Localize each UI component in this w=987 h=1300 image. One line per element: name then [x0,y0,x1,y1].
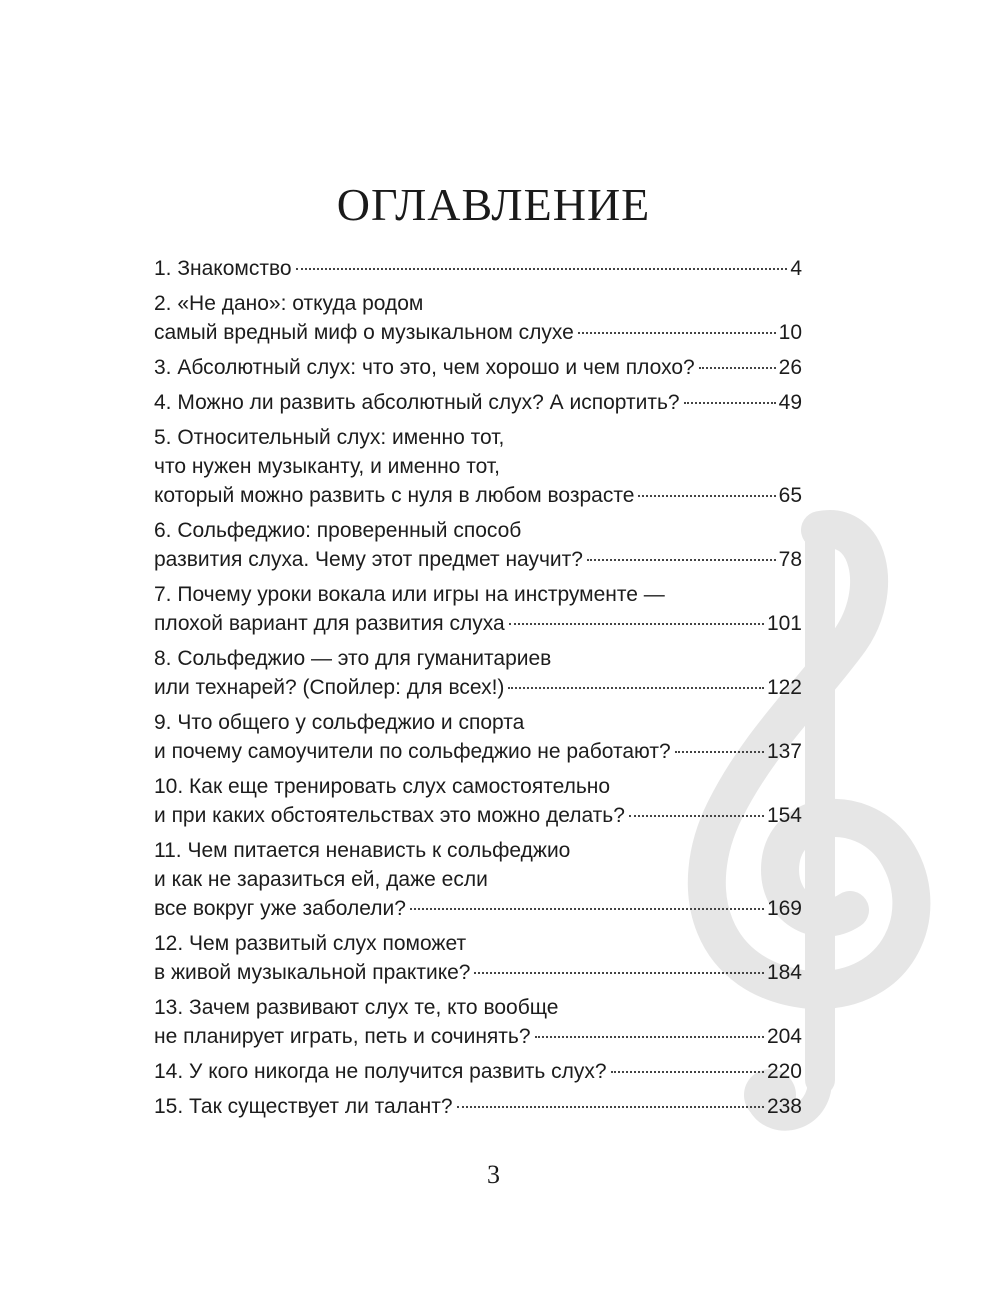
toc-entry-page-number: 122 [766,676,802,699]
dot-leader [675,751,764,753]
toc-entry-last-line [154,318,802,347]
toc-entry-title-line: не планирует играть, петь и сочинять? [154,1025,531,1048]
toc-entry-page-number: 238 [766,1095,802,1118]
toc-entry-title-line: 2. «Не дано»: откуда родом [154,292,424,315]
toc-entry-title-line: 15. Так существует ли талант? [154,1095,453,1118]
toc-entry-last-line [154,894,802,923]
toc-entry-last-line [154,801,802,830]
toc-entry-last-line [154,388,802,417]
toc-entry-title-line: или технарей? (Спойлер: для всех!) [154,676,505,699]
toc-entry[interactable] [154,836,802,923]
toc-entry-page-number: 65 [778,484,802,507]
toc-entry-last-line [154,1057,802,1086]
toc-entry[interactable] [154,353,802,382]
dot-leader [611,1071,764,1073]
toc-entry-last-line [154,673,802,702]
dot-leader [638,495,775,497]
toc-entry[interactable] [154,516,802,574]
toc-entry-last-line [154,353,802,382]
toc-entry-page-number: 26 [778,356,802,379]
toc-entry-title-line: 13. Зачем развивают слух те, кто вообще [154,996,559,1019]
toc-entry-title-line: развития слуха. Чему этот предмет научит? [154,548,583,571]
toc-entry[interactable] [154,929,802,987]
toc-entry-title-line: 10. Как еще тренировать слух самостоятельно [154,775,611,798]
toc-entry-last-line [154,254,802,283]
toc-entry-title-line: и при каких обстоятельствах это можно делать? [154,804,625,827]
toc-entry-page-number: 154 [766,804,802,827]
toc-entry-page-number: 220 [766,1060,802,1083]
page-title: ОГЛАВЛЕНИЕ [336,179,651,230]
toc-entry[interactable] [154,993,802,1051]
toc-entry-page-number: 10 [778,321,802,344]
toc-entry-last-line [154,737,802,766]
toc-entry-page-number: 101 [766,612,802,635]
toc-entry-title-line: и как не заразиться ей, даже если [154,868,488,891]
toc-entry-page-number: 204 [766,1025,802,1048]
dot-leader [587,559,776,561]
toc-entry[interactable] [154,644,802,702]
toc-entry-title-line: 7. Почему уроки вокала или игры на инструменте — [154,583,665,606]
toc-entry-page-number: 49 [778,391,802,414]
table-of-contents [154,254,802,1127]
toc-entry-title-line: 12. Чем развитый слух поможет [154,932,467,955]
toc-entry-title-line: что нужен музыканту, и именно тот, [154,455,500,478]
toc-entry-title-line: 4. Можно ли развить абсолютный слух? А испортить? [154,391,680,414]
toc-entry-page-number: 169 [766,897,802,920]
toc-entry-page-number: 78 [778,548,802,571]
toc-entry[interactable] [154,289,802,347]
toc-entry[interactable] [154,708,802,766]
toc-entry-title-line: 3. Абсолютный слух: что это, чем хорошо и чем плохо? [154,356,695,379]
toc-entry-title-line: 9. Что общего у сольфеджио и спорта [154,711,525,734]
toc-entry-title-line: 5. Относительный слух: именно тот, [154,426,505,449]
toc-entry-title-line: в живой музыкальной практике? [154,961,471,984]
toc-entry-title-line: 6. Сольфеджио: проверенный способ [154,519,522,542]
toc-entry[interactable] [154,423,802,510]
toc-entry-last-line [154,545,802,574]
dot-leader [684,402,776,404]
dot-leader [296,268,788,270]
toc-entry-title-line: 14. У кого никогда не получится развить слух? [154,1060,607,1083]
toc-entry-title-line: который можно развить с нуля в любом возрасте [154,484,635,507]
toc-entry[interactable] [154,1092,802,1121]
toc-entry-last-line [154,609,802,638]
page-number: 3 [487,1160,500,1189]
toc-entry-page-number: 184 [766,961,802,984]
dot-leader [535,1036,764,1038]
dot-leader [474,972,763,974]
toc-entry-title-line: самый вредный миф о музыкальном слухе [154,321,574,344]
toc-entry-title-line: и почему самоучители по сольфеджио не работают? [154,740,671,763]
toc-entry-last-line [154,1022,802,1051]
dot-leader [509,623,764,625]
toc-entry-last-line [154,958,802,987]
toc-entry-page-number: 137 [766,740,802,763]
dot-leader [699,367,776,369]
toc-entry-page-number: 4 [790,257,802,280]
dot-leader [578,332,776,334]
toc-entry[interactable] [154,1057,802,1086]
toc-entry-title-line: 1. Знакомство [154,257,292,280]
dot-leader [457,1106,764,1108]
toc-entry[interactable] [154,772,802,830]
toc-entry-title-line: плохой вариант для развития слуха [154,612,505,635]
toc-entry[interactable] [154,254,802,283]
dot-leader [629,815,764,817]
toc-entry-last-line [154,1092,802,1121]
dot-leader [410,908,764,910]
toc-entry-title-line: 11. Чем питается ненависть к сольфеджио [154,839,571,862]
toc-entry[interactable] [154,580,802,638]
toc-entry-title-line: 8. Сольфеджио — это для гуманитариев [154,647,552,670]
toc-entry-title-line: все вокруг уже заболели? [154,897,406,920]
toc-entry[interactable] [154,388,802,417]
dot-leader [508,687,764,689]
toc-entry-last-line [154,481,802,510]
